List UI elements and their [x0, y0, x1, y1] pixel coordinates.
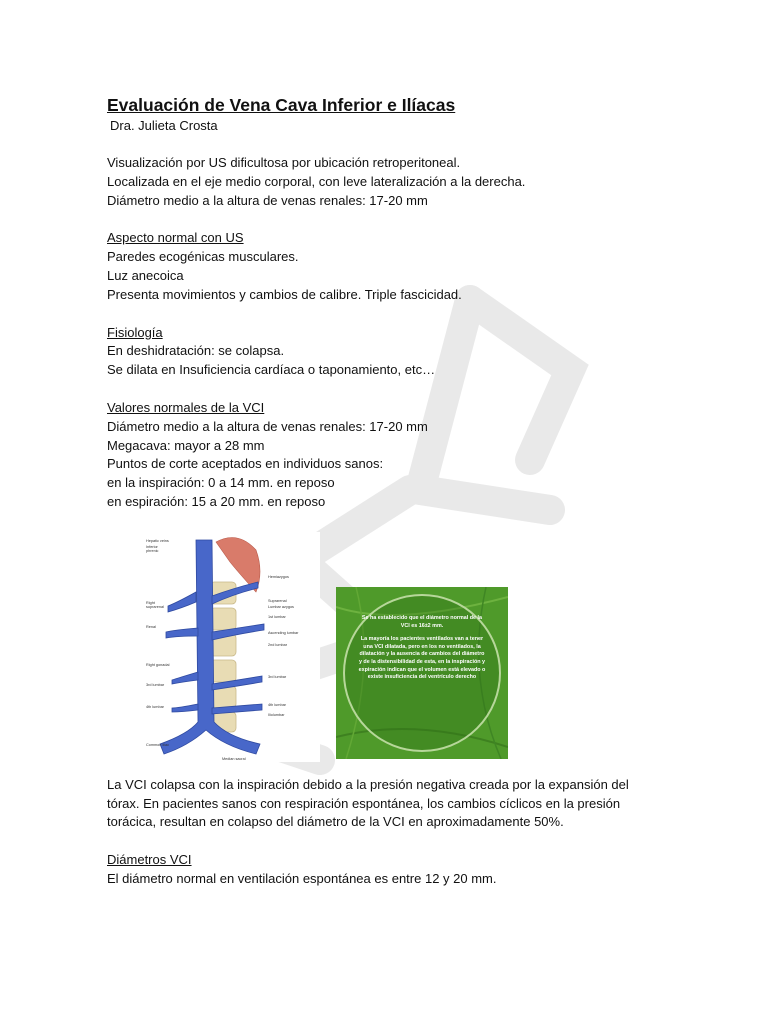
svg-text:Iliolumbar: Iliolumbar	[268, 713, 285, 717]
section-heading-valores: Valores normales de la VCI	[107, 399, 265, 415]
svg-text:phrenic: phrenic	[146, 549, 159, 553]
section-line: en espiración: 15 a 20 mm. en reposo	[107, 493, 326, 509]
intro-line: Localizada en el eje medio corporal, con leve lateralización a la derecha.	[107, 173, 526, 189]
page-title: Evaluación de Vena Cava Inferior e Ilíacas	[107, 95, 456, 115]
green-info-line2: La mayoría los pacientes ventilados van a tener una VCI dilatada, pero en los no ventilados, la dilatación y la ausencia de cambios del diámetro y de la distensibilidad de esta, en la inspiración y expiración indican que el volumen está elevado o existe insuficiencia del ventrículo derecho	[358, 636, 486, 681]
document-body	[107, 94, 687, 889]
section-line: Se dilata en Insuficiencia cardíaca o taponamiento, etc…	[107, 362, 436, 378]
section-line: Megacava: mayor a 28 mm	[107, 437, 265, 453]
svg-text:2nd lumbar: 2nd lumbar	[268, 643, 287, 647]
section-line: Paredes ecogénicas musculares.	[107, 249, 299, 265]
svg-text:Lumbar azygos: Lumbar azygos	[268, 605, 294, 609]
author-name: Dra. Julieta Crosta	[110, 118, 218, 133]
svg-text:3rd lumbar: 3rd lumbar	[268, 675, 287, 679]
section-heading-diametros: Diámetros VCI	[107, 852, 192, 868]
svg-text:Suprarenal: Suprarenal	[268, 599, 287, 603]
svg-text:4th lumbar: 4th lumbar	[146, 705, 164, 709]
paragraph-line: La VCI colapsa con la inspiración debido a la presión negativa creada por la expansión del	[107, 776, 629, 792]
figure-row	[138, 532, 518, 764]
paragraph-line: torácica, resultan en colapso del diámetro de la VCI en aproximadamente 50%.	[107, 814, 564, 830]
section-line: En deshidratación: se colapsa.	[107, 343, 285, 359]
svg-text:Inferior: Inferior	[146, 545, 158, 549]
svg-text:Median sacral: Median sacral	[222, 757, 246, 761]
paragraph-line: tórax. En pacientes sanos con respiración espontánea, los cambios cíclicos en la presión	[107, 795, 621, 811]
svg-text:Right gonadal: Right gonadal	[146, 663, 170, 667]
svg-text:Hepatic veins: Hepatic veins	[146, 539, 169, 543]
svg-text:3rd lumbar: 3rd lumbar	[146, 683, 165, 687]
section-line: Puntos de corte aceptados en individuos sanos:	[107, 456, 384, 472]
green-info-line1: Se ha establecido que el diámetro normal de la VCI es 16±2 mm.	[361, 615, 483, 629]
intro-line: Diámetro medio a la altura de venas renales: 17-20 mm	[107, 192, 428, 208]
svg-text:Renal: Renal	[146, 625, 156, 629]
vena-cava-anatomy-illustration	[138, 532, 320, 762]
svg-text:Common iliac: Common iliac	[146, 743, 169, 747]
intro-line: Visualización por US dificultosa por ubicación retroperitoneal.	[107, 155, 461, 170]
section-line: Diámetro medio a la altura de venas renales: 17-20 mm	[107, 418, 428, 434]
green-info-figure	[336, 587, 508, 759]
section-line: Presenta movimientos y cambios de calibre. Triple fascicidad.	[107, 286, 462, 302]
section-line: El diámetro normal en ventilación espontánea es entre 12 y 20 mm.	[107, 870, 497, 886]
svg-text:suprarenal: suprarenal	[146, 605, 164, 609]
green-info-text	[358, 615, 486, 682]
section-heading-normal: Aspecto normal con US	[107, 230, 244, 246]
svg-text:Hemiazygos: Hemiazygos	[268, 575, 289, 579]
svg-text:Right: Right	[146, 601, 155, 605]
section-line: Luz anecoica	[107, 267, 184, 283]
svg-text:Ascending lumbar: Ascending lumbar	[268, 631, 299, 635]
section-heading-fisiologia: Fisiología	[107, 324, 163, 340]
svg-text:4th lumbar: 4th lumbar	[268, 703, 286, 707]
section-line: en la inspiración: 0 a 14 mm. en reposo	[107, 475, 335, 491]
svg-text:1st lumbar: 1st lumbar	[268, 615, 286, 619]
